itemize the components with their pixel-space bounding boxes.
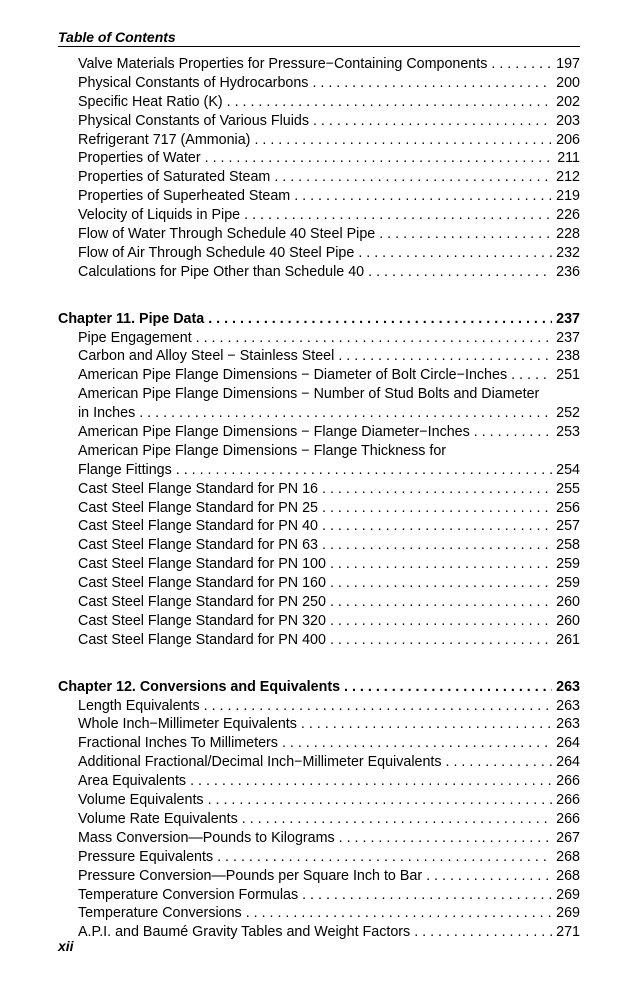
- toc-entry-title: Flow of Air Through Schedule 40 Steel Pipe: [78, 244, 355, 261]
- dot-leader: [242, 904, 552, 923]
- chapter-heading[interactable]: [58, 678, 580, 697]
- toc-entry-title: Cast Steel Flange Standard for PN 320: [78, 612, 326, 629]
- toc-entry[interactable]: [58, 347, 580, 366]
- toc-entry-title: in Inches: [78, 405, 136, 422]
- toc-entry[interactable]: [58, 225, 580, 244]
- toc-entry-page: 212: [556, 169, 580, 186]
- toc-entry-page: 232: [556, 244, 580, 261]
- toc-entry[interactable]: [58, 131, 580, 150]
- toc-entry-title: Chapter 12. Conversions and Equivalents: [58, 678, 341, 695]
- dot-leader: [308, 74, 552, 93]
- running-header: Table of Contents: [58, 29, 580, 47]
- toc-entry-page: 256: [556, 499, 580, 516]
- toc-entry[interactable]: [58, 187, 580, 206]
- dot-leader: [410, 923, 552, 942]
- toc-entry-title: Pressure Conversion—Pounds per Square Inch to Bar: [78, 867, 423, 884]
- toc-entry-title: Cast Steel Flange Standard for PN 250: [78, 594, 326, 611]
- toc-entry[interactable]: [58, 168, 580, 187]
- toc-entry-page: 236: [556, 263, 580, 280]
- toc-entry-title: Volume Rate Equivalents: [78, 810, 238, 827]
- toc-entry-title: Velocity of Liquids in Pipe: [78, 207, 241, 224]
- toc-entry[interactable]: [58, 716, 580, 735]
- dot-leader: [334, 347, 552, 366]
- toc-entry-page: 228: [556, 226, 580, 242]
- dot-leader: [204, 791, 552, 810]
- dot-leader: [507, 366, 552, 385]
- dot-leader: [223, 93, 552, 112]
- toc-entry-title: Physical Constants of Hydrocarbons: [78, 74, 309, 91]
- toc-entry-title: American Pipe Flange Dimensions − Flange Thickness for: [78, 442, 447, 459]
- toc-entry[interactable]: [58, 423, 580, 442]
- toc-entry[interactable]: [58, 55, 580, 74]
- dot-leader: [340, 678, 552, 697]
- toc-entry[interactable]: [58, 263, 580, 282]
- toc-entry-title: Refrigerant 717 (Ammonia): [78, 131, 251, 148]
- toc-entry-title: A.P.I. and Baumé Gravity Tables and Weight Factors: [78, 924, 411, 941]
- toc-entry-page: 257: [556, 518, 580, 535]
- toc-entry-page: 206: [556, 131, 580, 148]
- toc-entry-title: Flow of Water Through Schedule 40 Steel Pipe: [78, 226, 376, 242]
- toc-entry[interactable]: [58, 593, 580, 612]
- dot-leader: [375, 225, 552, 244]
- dot-leader: [240, 206, 552, 225]
- toc-entry[interactable]: [58, 734, 580, 753]
- toc-entry[interactable]: [58, 112, 580, 131]
- toc-entry-page: 259: [556, 575, 580, 592]
- toc-entry-page: 203: [556, 112, 580, 129]
- toc-entry-page: 268: [556, 848, 580, 865]
- toc-entry-title: American Pipe Flange Dimensions − Diameter of Bolt Circle−Inches: [78, 367, 508, 384]
- section-gap: [58, 650, 580, 678]
- dot-leader: [326, 574, 552, 593]
- toc-entry[interactable]: [58, 329, 580, 348]
- toc-entry-page: 237: [556, 310, 580, 327]
- toc-entry-title: Cast Steel Flange Standard for PN 100: [78, 556, 326, 573]
- toc-entry-page: 269: [556, 905, 580, 922]
- toc-entry-page: 252: [556, 405, 580, 422]
- toc-entry-page: 263: [556, 678, 580, 695]
- toc-entry[interactable]: [58, 74, 580, 93]
- toc-entry-page: 263: [556, 716, 580, 733]
- toc-entry-title: Valve Materials Properties for Pressure−Containing Components: [78, 55, 488, 72]
- dot-leader: [290, 187, 552, 206]
- toc-entry-title: Area Equivalents: [78, 773, 187, 790]
- toc-entry-page: 269: [556, 886, 580, 903]
- dot-leader: [326, 593, 552, 612]
- toc-entry-page: 202: [556, 93, 580, 110]
- toc-entry[interactable]: [58, 93, 580, 112]
- toc-entry[interactable]: [58, 206, 580, 225]
- toc-entry[interactable]: [58, 612, 580, 631]
- dot-leader: [135, 404, 552, 423]
- dot-leader: [364, 263, 552, 282]
- dot-leader: [297, 715, 552, 734]
- toc-entry-title: Length Equivalents: [78, 697, 200, 714]
- toc-entry-page: 219: [556, 188, 580, 205]
- toc-entry-title: Properties of Superheated Steam: [78, 188, 291, 205]
- dot-leader: [213, 848, 552, 867]
- toc-entry[interactable]: [58, 385, 580, 404]
- toc-entry[interactable]: [58, 574, 580, 593]
- toc-entry[interactable]: [58, 753, 580, 772]
- dot-leader: [200, 697, 552, 716]
- toc-entry-page: 267: [556, 829, 580, 846]
- toc-entry-title: Specific Heat Ratio (K): [78, 93, 223, 110]
- toc-entry-title: Whole Inch−Millimeter Equivalents: [78, 716, 297, 733]
- toc-entry[interactable]: [58, 442, 580, 461]
- toc-entry-page: 211: [557, 150, 580, 167]
- dot-leader: [250, 131, 552, 150]
- toc-entry-title: Additional Fractional/Decimal Inch−Millimeter Equivalents: [78, 754, 442, 771]
- toc-entry[interactable]: [58, 829, 580, 848]
- toc-entry-title: Cast Steel Flange Standard for PN 25: [78, 499, 319, 516]
- dot-leader: [326, 612, 552, 631]
- toc-entry-title: Properties of Water: [78, 150, 201, 167]
- toc-entry[interactable]: [58, 697, 580, 716]
- dot-leader: [192, 329, 552, 348]
- table-of-contents: [58, 55, 580, 942]
- toc-entry[interactable]: [58, 244, 580, 263]
- dot-leader: [186, 772, 552, 791]
- toc-entry-title: Chapter 11. Pipe Data: [58, 310, 205, 327]
- section-gap: [58, 282, 580, 310]
- toc-entry-title: Temperature Conversion Formulas: [78, 886, 299, 903]
- toc-entry-page: 266: [556, 792, 580, 809]
- toc-entry-page: 254: [556, 461, 580, 478]
- toc-entry[interactable]: [58, 923, 580, 942]
- dot-leader: [270, 168, 552, 187]
- toc-entry-title: Temperature Conversions: [78, 905, 242, 922]
- toc-entry[interactable]: [58, 499, 580, 518]
- dot-leader: [298, 886, 552, 905]
- dot-leader: [470, 423, 552, 442]
- toc-entry-title: Flange Fittings: [78, 461, 172, 478]
- toc-entry-page: 264: [556, 735, 580, 752]
- toc-entry-page: 261: [556, 631, 580, 648]
- dot-leader: [318, 480, 552, 499]
- dot-leader: [442, 753, 552, 772]
- toc-entry[interactable]: [58, 555, 580, 574]
- toc-entry-title: Pipe Engagement: [78, 329, 192, 346]
- toc-entry-title: Fractional Inches To Millimeters: [78, 735, 278, 752]
- dot-leader: [278, 734, 552, 753]
- dot-leader: [309, 112, 552, 131]
- toc-entry-page: 268: [556, 867, 580, 884]
- toc-entry-title: Cast Steel Flange Standard for PN 160: [78, 575, 326, 592]
- toc-entry-title: Calculations for Pipe Other than Schedule 40: [78, 263, 365, 280]
- dot-leader: [422, 867, 552, 886]
- dot-leader: [318, 536, 552, 555]
- toc-entry[interactable]: [58, 886, 580, 905]
- dot-leader: [201, 149, 552, 168]
- dot-leader: [172, 461, 552, 480]
- toc-entry[interactable]: [58, 461, 580, 480]
- page-number: xii: [58, 938, 74, 954]
- toc-entry[interactable]: [58, 149, 580, 168]
- toc-entry[interactable]: [58, 366, 580, 385]
- toc-entry-title: Cast Steel Flange Standard for PN 400: [78, 631, 326, 648]
- toc-entry-page: 266: [556, 810, 580, 827]
- toc-entry[interactable]: [58, 810, 580, 829]
- toc-entry-title: Volume Equivalents: [78, 792, 204, 809]
- toc-entry-title: Properties of Saturated Steam: [78, 169, 271, 186]
- toc-entry-page: 253: [556, 424, 580, 441]
- dot-leader: [354, 244, 552, 263]
- toc-entry-title: Cast Steel Flange Standard for PN 40: [78, 518, 319, 535]
- toc-entry-page: 259: [556, 556, 580, 573]
- toc-entry[interactable]: [58, 631, 580, 650]
- toc-entry-title: American Pipe Flange Dimensions − Number of Stud Bolts and Diameter: [78, 386, 540, 403]
- toc-entry[interactable]: [58, 517, 580, 536]
- toc-entry[interactable]: [58, 404, 580, 423]
- toc-entry-page: 197: [556, 55, 580, 72]
- dot-leader: [335, 829, 552, 848]
- toc-entry-page: 255: [556, 480, 580, 497]
- toc-entry[interactable]: [58, 480, 580, 499]
- toc-entry-page: 263: [556, 697, 580, 714]
- toc-entry-page: 258: [556, 537, 580, 554]
- toc-entry[interactable]: [58, 904, 580, 923]
- toc-entry-title: Pressure Equivalents: [78, 848, 214, 865]
- dot-leader: [326, 555, 552, 574]
- toc-entry-title: Physical Constants of Various Fluids: [78, 112, 309, 129]
- dot-leader: [318, 499, 552, 518]
- toc-entry-page: 271: [556, 924, 580, 941]
- toc-entry-page: 260: [556, 594, 580, 611]
- toc-entry[interactable]: [58, 772, 580, 791]
- dot-leader: [318, 517, 552, 536]
- toc-entry-title: Mass Conversion—Pounds to Kilograms: [78, 829, 335, 846]
- dot-leader: [326, 631, 552, 650]
- toc-entry[interactable]: [58, 791, 580, 810]
- toc-entry-page: 226: [556, 207, 580, 224]
- toc-entry-page: 264: [556, 754, 580, 771]
- dot-leader: [238, 810, 552, 829]
- toc-entry-title: American Pipe Flange Dimensions − Flange Diameter−Inches: [78, 424, 470, 441]
- toc-entry-page: 266: [556, 773, 580, 790]
- toc-entry-page: 251: [556, 367, 580, 384]
- toc-entry[interactable]: [58, 536, 580, 555]
- toc-entry-title: Cast Steel Flange Standard for PN 63: [78, 537, 319, 554]
- chapter-heading[interactable]: [58, 310, 580, 329]
- dot-leader: [487, 55, 552, 74]
- toc-entry-page: 260: [556, 612, 580, 629]
- toc-entry-page: 238: [556, 348, 580, 365]
- dot-leader: [204, 310, 552, 329]
- toc-entry-title: Carbon and Alloy Steel − Stainless Steel: [78, 348, 335, 365]
- toc-entry-title: Cast Steel Flange Standard for PN 16: [78, 480, 319, 497]
- toc-entry[interactable]: [58, 867, 580, 886]
- toc-entry-page: 237: [556, 329, 580, 346]
- toc-entry-page: 200: [556, 74, 580, 91]
- toc-entry[interactable]: [58, 848, 580, 867]
